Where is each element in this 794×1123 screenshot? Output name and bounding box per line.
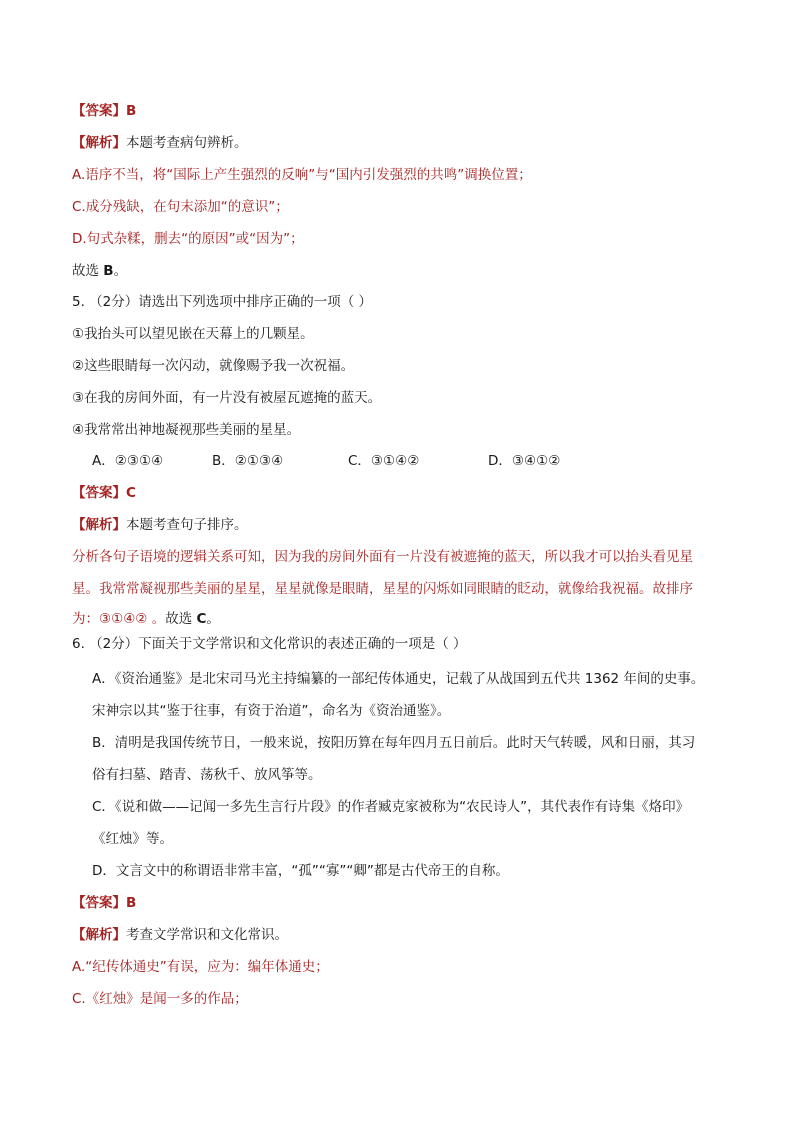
q5-answer-line (72, 483, 136, 503)
answer-value: C (126, 485, 136, 501)
answer-tag: 【答案】 (72, 103, 126, 119)
analysis-tag: 【解析】 (72, 517, 126, 533)
q5-option-a: A．②③①④ (92, 453, 164, 469)
q5-analysis-line (72, 515, 248, 535)
analysis-last-value: C (196, 611, 207, 627)
analysis-intro: 考查文学常识和文化常识。 (126, 927, 288, 943)
q6-note-a: A.“纪传体通史”有误，应为：编年体通史； (72, 959, 329, 975)
q4-conclusion (72, 261, 127, 281)
q6-option-b-line-1: B．清明是我国传统节日，一般来说，按阳历算在每年四月五日前后。此时天气转暖，风和日丽，其习 (92, 735, 696, 751)
q6-answer-line (72, 893, 136, 913)
q6-stem: 6. （2分）下面关于文学常识和文化常识的表述正确的一项是（ ） (72, 636, 467, 652)
q6-option-c-line-1: C．《说和做——记闻一多先生言行片段》的作者臧克家被称为“农民诗人”，其代表作有诗集《烙印》 (92, 799, 690, 815)
q4-analysis-line (72, 133, 248, 153)
analysis-intro: 本题考查病句辨析。 (126, 135, 248, 151)
answer-value: B (126, 895, 137, 911)
q5-sentence-3: ③在我的房间外面，有一片没有被屋瓦遮掩的蓝天。 (72, 390, 382, 406)
q4-answer-line (72, 101, 136, 121)
q5-sentence-1: ①我抬头可以望见嵌在天幕上的几颗星。 (72, 326, 314, 342)
conclusion-value: B (103, 263, 114, 279)
answer-tag: 【答案】 (72, 895, 126, 911)
q4-note-c: C.成分残缺，在句末添加“的意识”； (72, 199, 289, 215)
q5-option-d: D．③④①② (488, 453, 561, 469)
answer-tag: 【答案】 (72, 485, 126, 501)
q6-option-a-line-2: 宋神宗以其“鉴于往事，有资于治道”，命名为《资治通鉴》。 (92, 703, 451, 719)
q4-note-a: A.语序不当，将“国际上产生强烈的反响”与“国内引发强烈的共鸣”调换位置； (72, 167, 532, 183)
q5-option-b: B．②①③④ (212, 453, 284, 469)
analysis-tag: 【解析】 (72, 135, 126, 151)
q6-option-b-line-2: 俗有扫墓、踏青、荡秋千、放风筝等。 (92, 767, 322, 783)
q5-sentence-2: ②这些眼睛每一次闪动，就像赐予我一次祝福。 (72, 358, 355, 374)
q5-stem: 5. （2分）请选出下列选项中排序正确的一项（ ） (72, 294, 373, 310)
q5-analysis-text-2: 星。我常常凝视那些美丽的星星，星星就像是眼睛，星星的闪烁如同眼睛的眨动，就像给我祝福。故排序 (72, 581, 693, 597)
q6-analysis-line (72, 925, 288, 945)
conclusion-suffix: 。 (113, 263, 128, 279)
analysis-intro: 本题考查句子排序。 (126, 517, 248, 533)
analysis-last-prefix: 为：③①④② 。 (72, 611, 166, 627)
q6-option-d-line-1: D．文言文中的称谓语非常丰富，“孤”“寡”“卿”都是古代帝王的自称。 (92, 863, 509, 879)
answer-value: B (126, 103, 137, 119)
q5-sentence-4: ④我常常出神地凝视那些美丽的星星。 (72, 422, 301, 438)
analysis-tag: 【解析】 (72, 927, 126, 943)
q4-note-d: D.句式杂糅，删去“的原因”或“因为”； (72, 231, 304, 247)
q6-option-c-line-2: 《红烛》等。 (92, 831, 173, 847)
analysis-last-suffix: 。 (206, 611, 220, 627)
conclusion-prefix: 故选 (72, 263, 104, 279)
q6-option-a-line-1: A．《资治通鉴》是北宋司马光主持编纂的一部纪传体通史，记载了从战国到五代共 1362 年间的史事。 (92, 671, 705, 687)
analysis-last-mid: 故选 (165, 611, 197, 627)
q5-option-c: C．③①④② (348, 453, 420, 469)
q6-note-c: C.《红烛》是闻一多的作品； (72, 991, 248, 1007)
q5-analysis-text-1: 分析各句子语境的逻辑关系可知，因为我的房间外面有一片没有被遮掩的蓝天，所以我才可以抬头看见星 (72, 549, 693, 565)
q5-analysis-text-3 (72, 609, 220, 629)
